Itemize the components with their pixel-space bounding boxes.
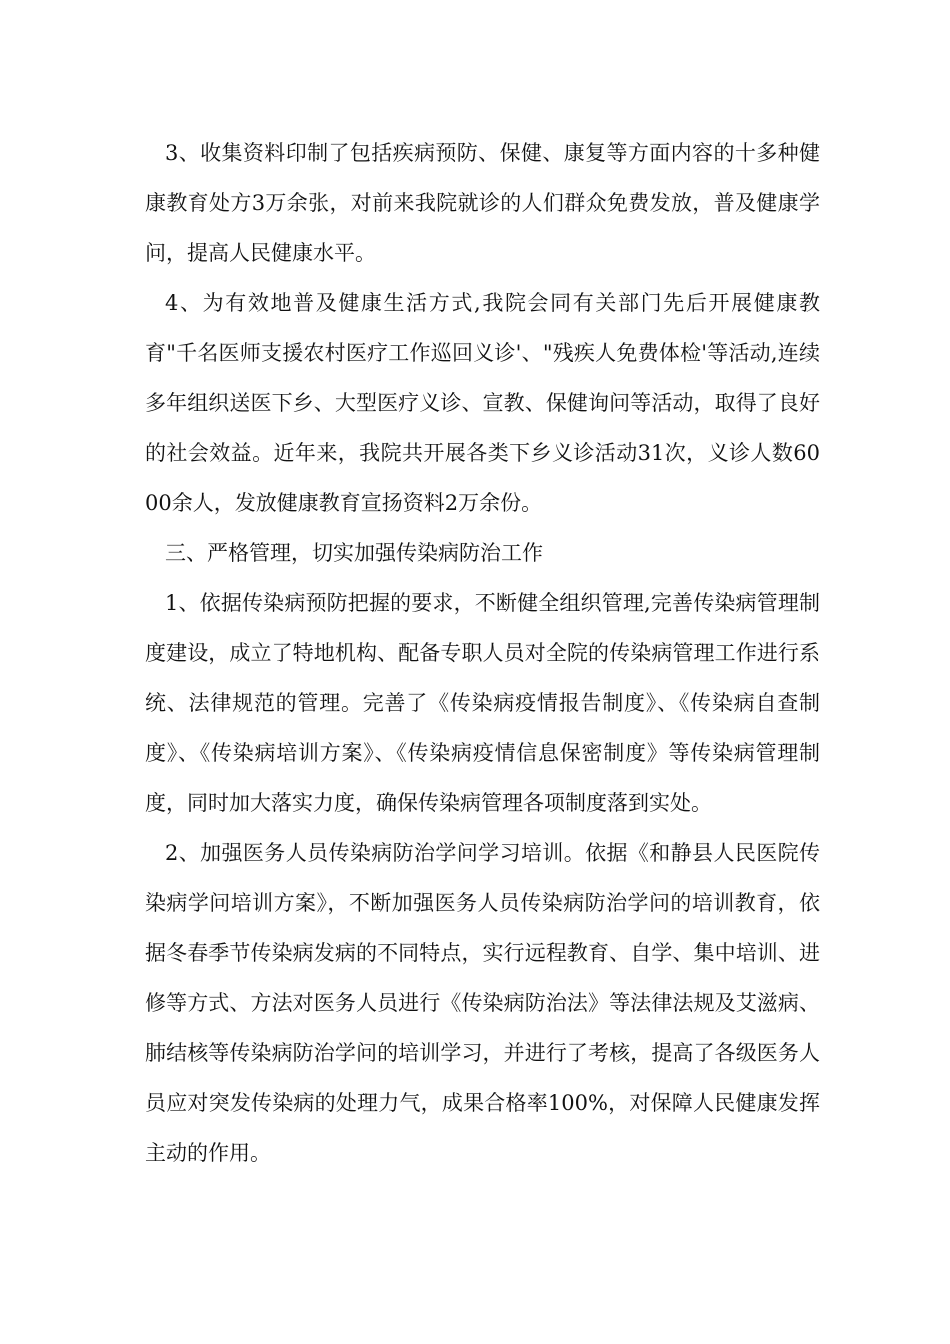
paragraph-health-prescriptions: 3、收集资料印制了包括疾病预防、保健、康复等方面内容的十多种健康教育处方3万余张，对前来我院就诊的人们群众免费发放，普及健康学问，提高人民健康水平。 <box>145 141 820 265</box>
document-body <box>145 128 820 1178</box>
paragraph-free-clinic-activities: 4、为有效地普及健康生活方式,我院会同有关部门先后开展健康教育"千名医师支援农村医疗工作巡回义诊'、"残疾人免费体检'等活动,连续多年组织送医下乡、大型医疗义诊、宣教、保健询问等活动，取得了良好的社会效益。近年来，我院共开展各类下乡义诊活动31次，义诊人数6000余人，发放健康教育宣扬资料2万余份。 <box>145 291 820 515</box>
paragraph-management-system: 1、依据传染病预防把握的要求，不断健全组织管理,完善传染病管理制度建设，成立了特地机构、配备专职人员对全院的传染病管理工作进行系统、法律规范的管理。完善了《传染病疫情报告制度》、《传染病自查制度》、《传染病培训方案》、《传染病疫情信息保密制度》等传染病管理制度，同时加大落实力度，确保传染病管理各项制度落到实处。 <box>145 591 820 815</box>
section-heading-infectious-disease: 三、严格管理，切实加强传染病防治工作 <box>165 541 543 565</box>
paragraph-staff-training: 2、加强医务人员传染病防治学问学习培训。依据《和静县人民医院传染病学问培训方案》，不断加强医务人员传染病防治学问的培训教育，依据冬春季节传染病发病的不同特点，实行远程教育、自学、集中培训、进修等方式、方法对医务人员进行《传染病防治法》等法律法规及艾滋病、肺结核等传染病防治学问的培训学习，并进行了考核，提高了各级医务人员应对突发传染病的处理力气，成果合格率100%，对保障人民健康发挥主动的作用。 <box>145 841 820 1165</box>
